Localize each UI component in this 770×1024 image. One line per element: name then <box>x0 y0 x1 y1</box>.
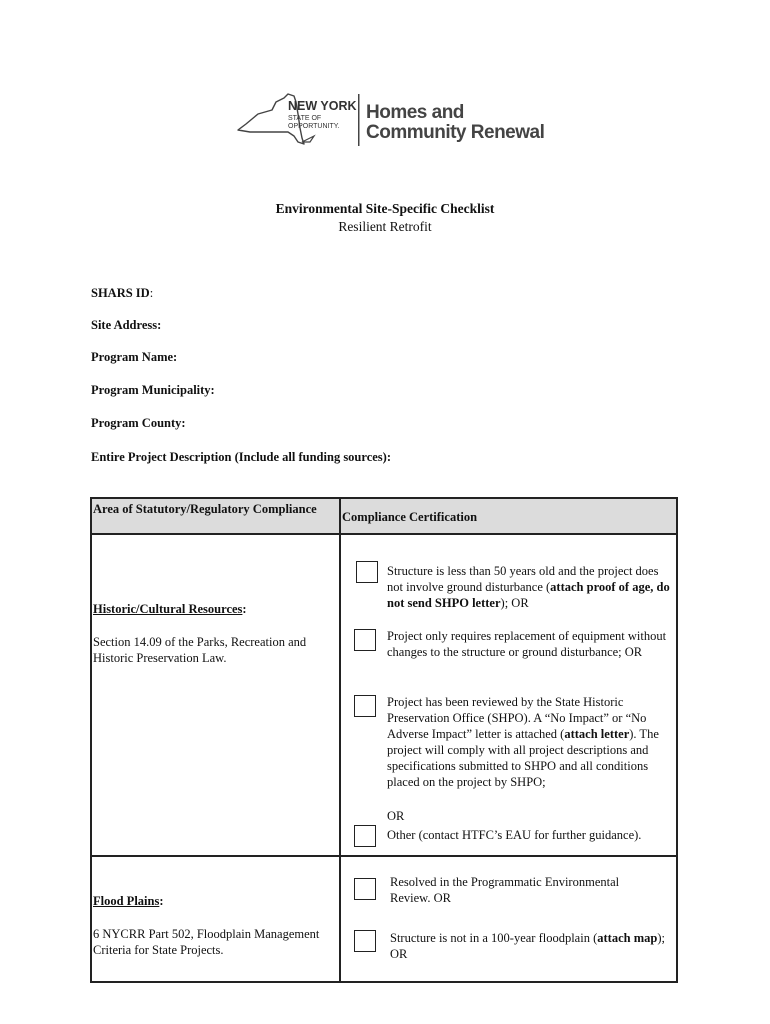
row-historic-title-colon: : <box>242 602 247 616</box>
table-header-divider <box>90 533 678 535</box>
logo-divider <box>358 94 360 146</box>
historic-or-label: OR <box>387 809 405 823</box>
historic-option-2-text: Project only requires replacement of equipment without changes to the structure or ground disturbance; OR <box>387 629 667 659</box>
row-flood-title-text: Flood Plains <box>93 894 160 908</box>
historic-option-3-text-main: Project has been reviewed by the State Historic Preservation Office (SHPO). A “No Impact” or “No Adverse Impact” letter is attached ( <box>387 695 647 741</box>
field-shars-id-label: SHARS ID <box>91 286 150 300</box>
logo-agency-line1: Homes and <box>366 102 464 123</box>
table-border-top <box>90 497 678 499</box>
table-row-divider <box>90 855 678 857</box>
historic-option-3-text-bold: attach letter <box>564 727 630 741</box>
header-area <box>92 499 339 533</box>
header-area-label: Area of Statutory/Regulatory Compliance <box>93 502 317 516</box>
field-program-name: Program Name: <box>91 350 178 364</box>
field-project-description: Entire Project Description (Include all funding sources): <box>91 450 391 464</box>
historic-option-4-checkbox[interactable] <box>354 825 376 847</box>
row-historic-area-description: Section 14.09 of the Parks, Recreation and Historic Preservation Law. <box>93 635 307 665</box>
logo-state-name: NEW YORK <box>288 99 357 113</box>
historic-option-3-text <box>387 694 677 790</box>
table-border-left <box>90 497 92 983</box>
header-certification <box>341 499 676 533</box>
historic-option-3-checkbox[interactable] <box>354 695 376 717</box>
historic-option-1-text-bold: attach proof of age, do not send SHPO letter <box>387 580 670 610</box>
historic-option-1-text <box>387 563 675 611</box>
field-program-municipality: Program Municipality: <box>91 383 215 397</box>
table-column-divider <box>339 497 341 983</box>
row-historic-title-text: Historic/Cultural Resources <box>93 602 243 616</box>
flood-option-2-text-bold: attach map <box>597 931 658 945</box>
flood-option-2-text-end: ); OR <box>390 931 665 961</box>
historic-option-2-checkbox[interactable] <box>354 629 376 651</box>
row-flood-area-description: 6 NYCRR Part 502, Floodplain Management Criteria for State Projects. <box>93 927 320 957</box>
agency-logo <box>236 92 546 150</box>
compliance-table <box>90 497 678 983</box>
historic-option-1-text-end: ); OR <box>500 596 529 610</box>
row-flood-title-colon: : <box>159 894 164 908</box>
header-certification-label: Compliance Certification <box>342 510 478 524</box>
flood-option-1-text: Resolved in the Programmatic Environmental Review. OR <box>390 875 620 905</box>
historic-option-1-checkbox[interactable] <box>356 561 378 583</box>
field-site-address: Site Address: <box>91 318 162 332</box>
table-border-bottom <box>90 981 678 983</box>
flood-option-2-text-main: Structure is not in a 100-year floodplain ( <box>390 931 598 945</box>
nys-map-logo-icon <box>236 92 546 150</box>
logo-state-tagline-2: OPPORTUNITY. <box>288 123 340 130</box>
flood-option-1-checkbox[interactable] <box>354 878 376 900</box>
historic-option-4-text: Other (contact HTFC’s EAU for further guidance). <box>387 828 642 842</box>
field-shars-id-colon: : <box>149 286 154 300</box>
document-subtitle: Resilient Retrofit <box>338 219 432 234</box>
historic-option-1-text-main: Structure is less than 50 years old and the project does not involve ground disturbance ( <box>387 564 659 594</box>
row-flood-area-title <box>93 893 333 909</box>
flood-option-2-text <box>390 930 670 962</box>
field-shars-id <box>91 286 153 301</box>
logo-agency-line2: Community Renewal <box>366 122 545 143</box>
flood-option-2-checkbox[interactable] <box>354 930 376 952</box>
logo-state-tagline-1: STATE OF <box>288 115 322 122</box>
historic-option-3-text-end: ). The project will comply with all project descriptions and specifications submitted to SHPO and all conditions placed on the project by SHPO; <box>387 727 659 789</box>
row-historic-area-title <box>93 601 333 617</box>
document-title: Environmental Site-Specific Checklist <box>275 201 495 216</box>
field-program-county: Program County: <box>91 416 186 430</box>
